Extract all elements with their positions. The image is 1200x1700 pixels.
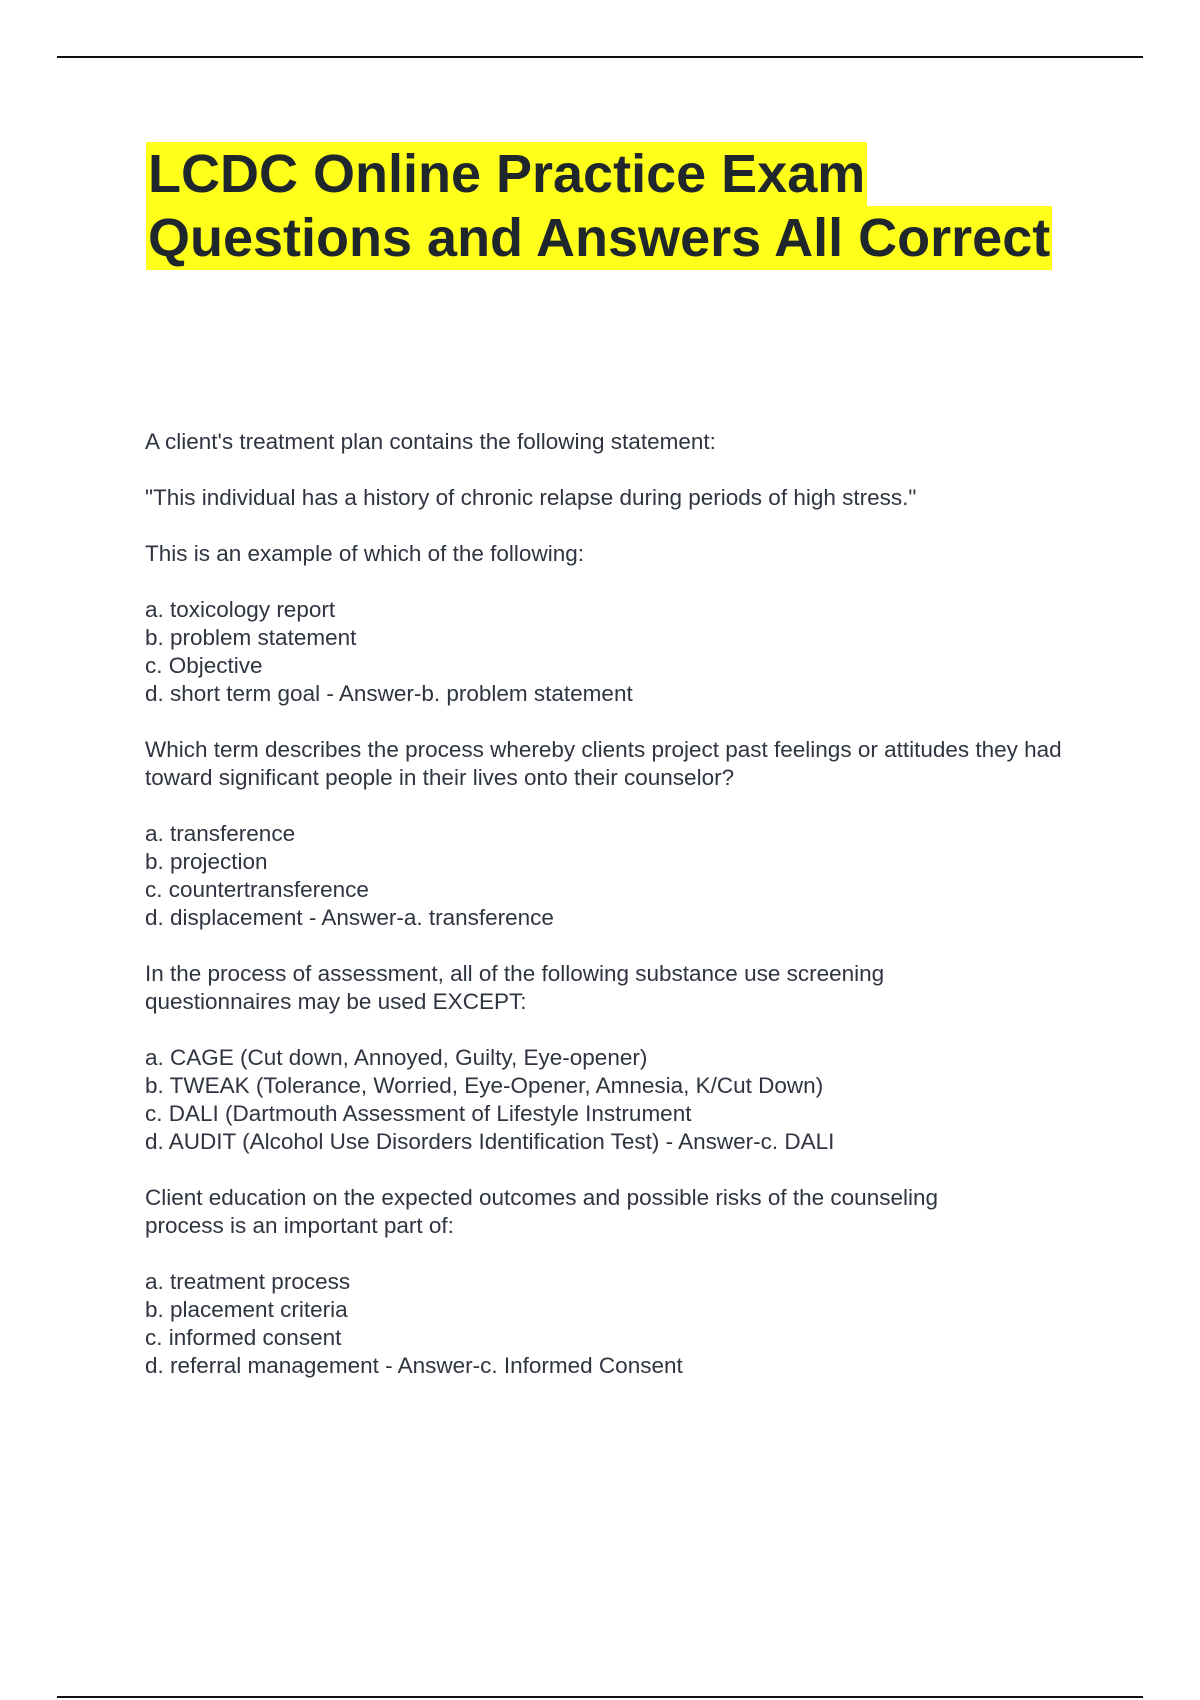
question-block xyxy=(145,960,1095,1156)
option-c: c. informed consent xyxy=(145,1325,342,1350)
option-c: c. DALI (Dartmouth Assessment of Lifestyle Instrument xyxy=(145,1101,692,1126)
question-text: Client education on the expected outcomes and possible risks of the counseling process is an important part of: xyxy=(145,1185,938,1238)
top-rule xyxy=(57,56,1143,58)
title-line-1: LCDC Online Practice Exam xyxy=(148,144,866,204)
option-b: b. TWEAK (Tolerance, Worried, Eye-Opener, Amnesia, K/Cut Down) xyxy=(145,1073,824,1098)
title-line-2: Questions and Answers All Correct xyxy=(148,208,1051,268)
option-b: b. problem statement xyxy=(145,625,357,650)
question-prompt: This is an example of which of the following: xyxy=(145,541,584,566)
question-quote: "This individual has a history of chronic relapse during periods of high stress." xyxy=(145,485,917,510)
option-d-with-answer: d. short term goal - Answer-b. problem statement xyxy=(145,681,633,706)
question-block xyxy=(145,736,1095,932)
answer-options xyxy=(145,1044,1095,1156)
option-a: a. treatment process xyxy=(145,1269,351,1294)
option-d-with-answer: d. AUDIT (Alcohol Use Disorders Identification Test) - Answer-c. DALI xyxy=(145,1129,835,1154)
document-body xyxy=(145,428,1095,1408)
document-title xyxy=(146,142,1091,270)
answer-options xyxy=(145,1268,1095,1380)
question-text: Which term describes the process whereby clients project past feelings or attitudes they had toward significant people in their lives onto their counselor? xyxy=(145,737,1062,790)
option-a: a. transference xyxy=(145,821,296,846)
question-block xyxy=(145,428,1095,708)
option-a: a. toxicology report xyxy=(145,597,336,622)
option-d-with-answer: d. referral management - Answer-c. Informed Consent xyxy=(145,1353,683,1378)
option-c: c. Objective xyxy=(145,653,263,678)
option-b: b. projection xyxy=(145,849,268,874)
option-d-with-answer: d. displacement - Answer-a. transference xyxy=(145,905,554,930)
answer-options xyxy=(145,820,1095,932)
option-a: a. CAGE (Cut down, Annoyed, Guilty, Eye-opener) xyxy=(145,1045,648,1070)
question-text: In the process of assessment, all of the following substance use screening questionnaires may be used EXCEPT: xyxy=(145,961,885,1014)
bottom-rule xyxy=(57,1696,1143,1698)
answer-options xyxy=(145,596,1095,708)
question-text: A client's treatment plan contains the following statement: xyxy=(145,429,716,454)
question-block xyxy=(145,1184,1095,1380)
option-c: c. countertransference xyxy=(145,877,369,902)
option-b: b. placement criteria xyxy=(145,1297,348,1322)
